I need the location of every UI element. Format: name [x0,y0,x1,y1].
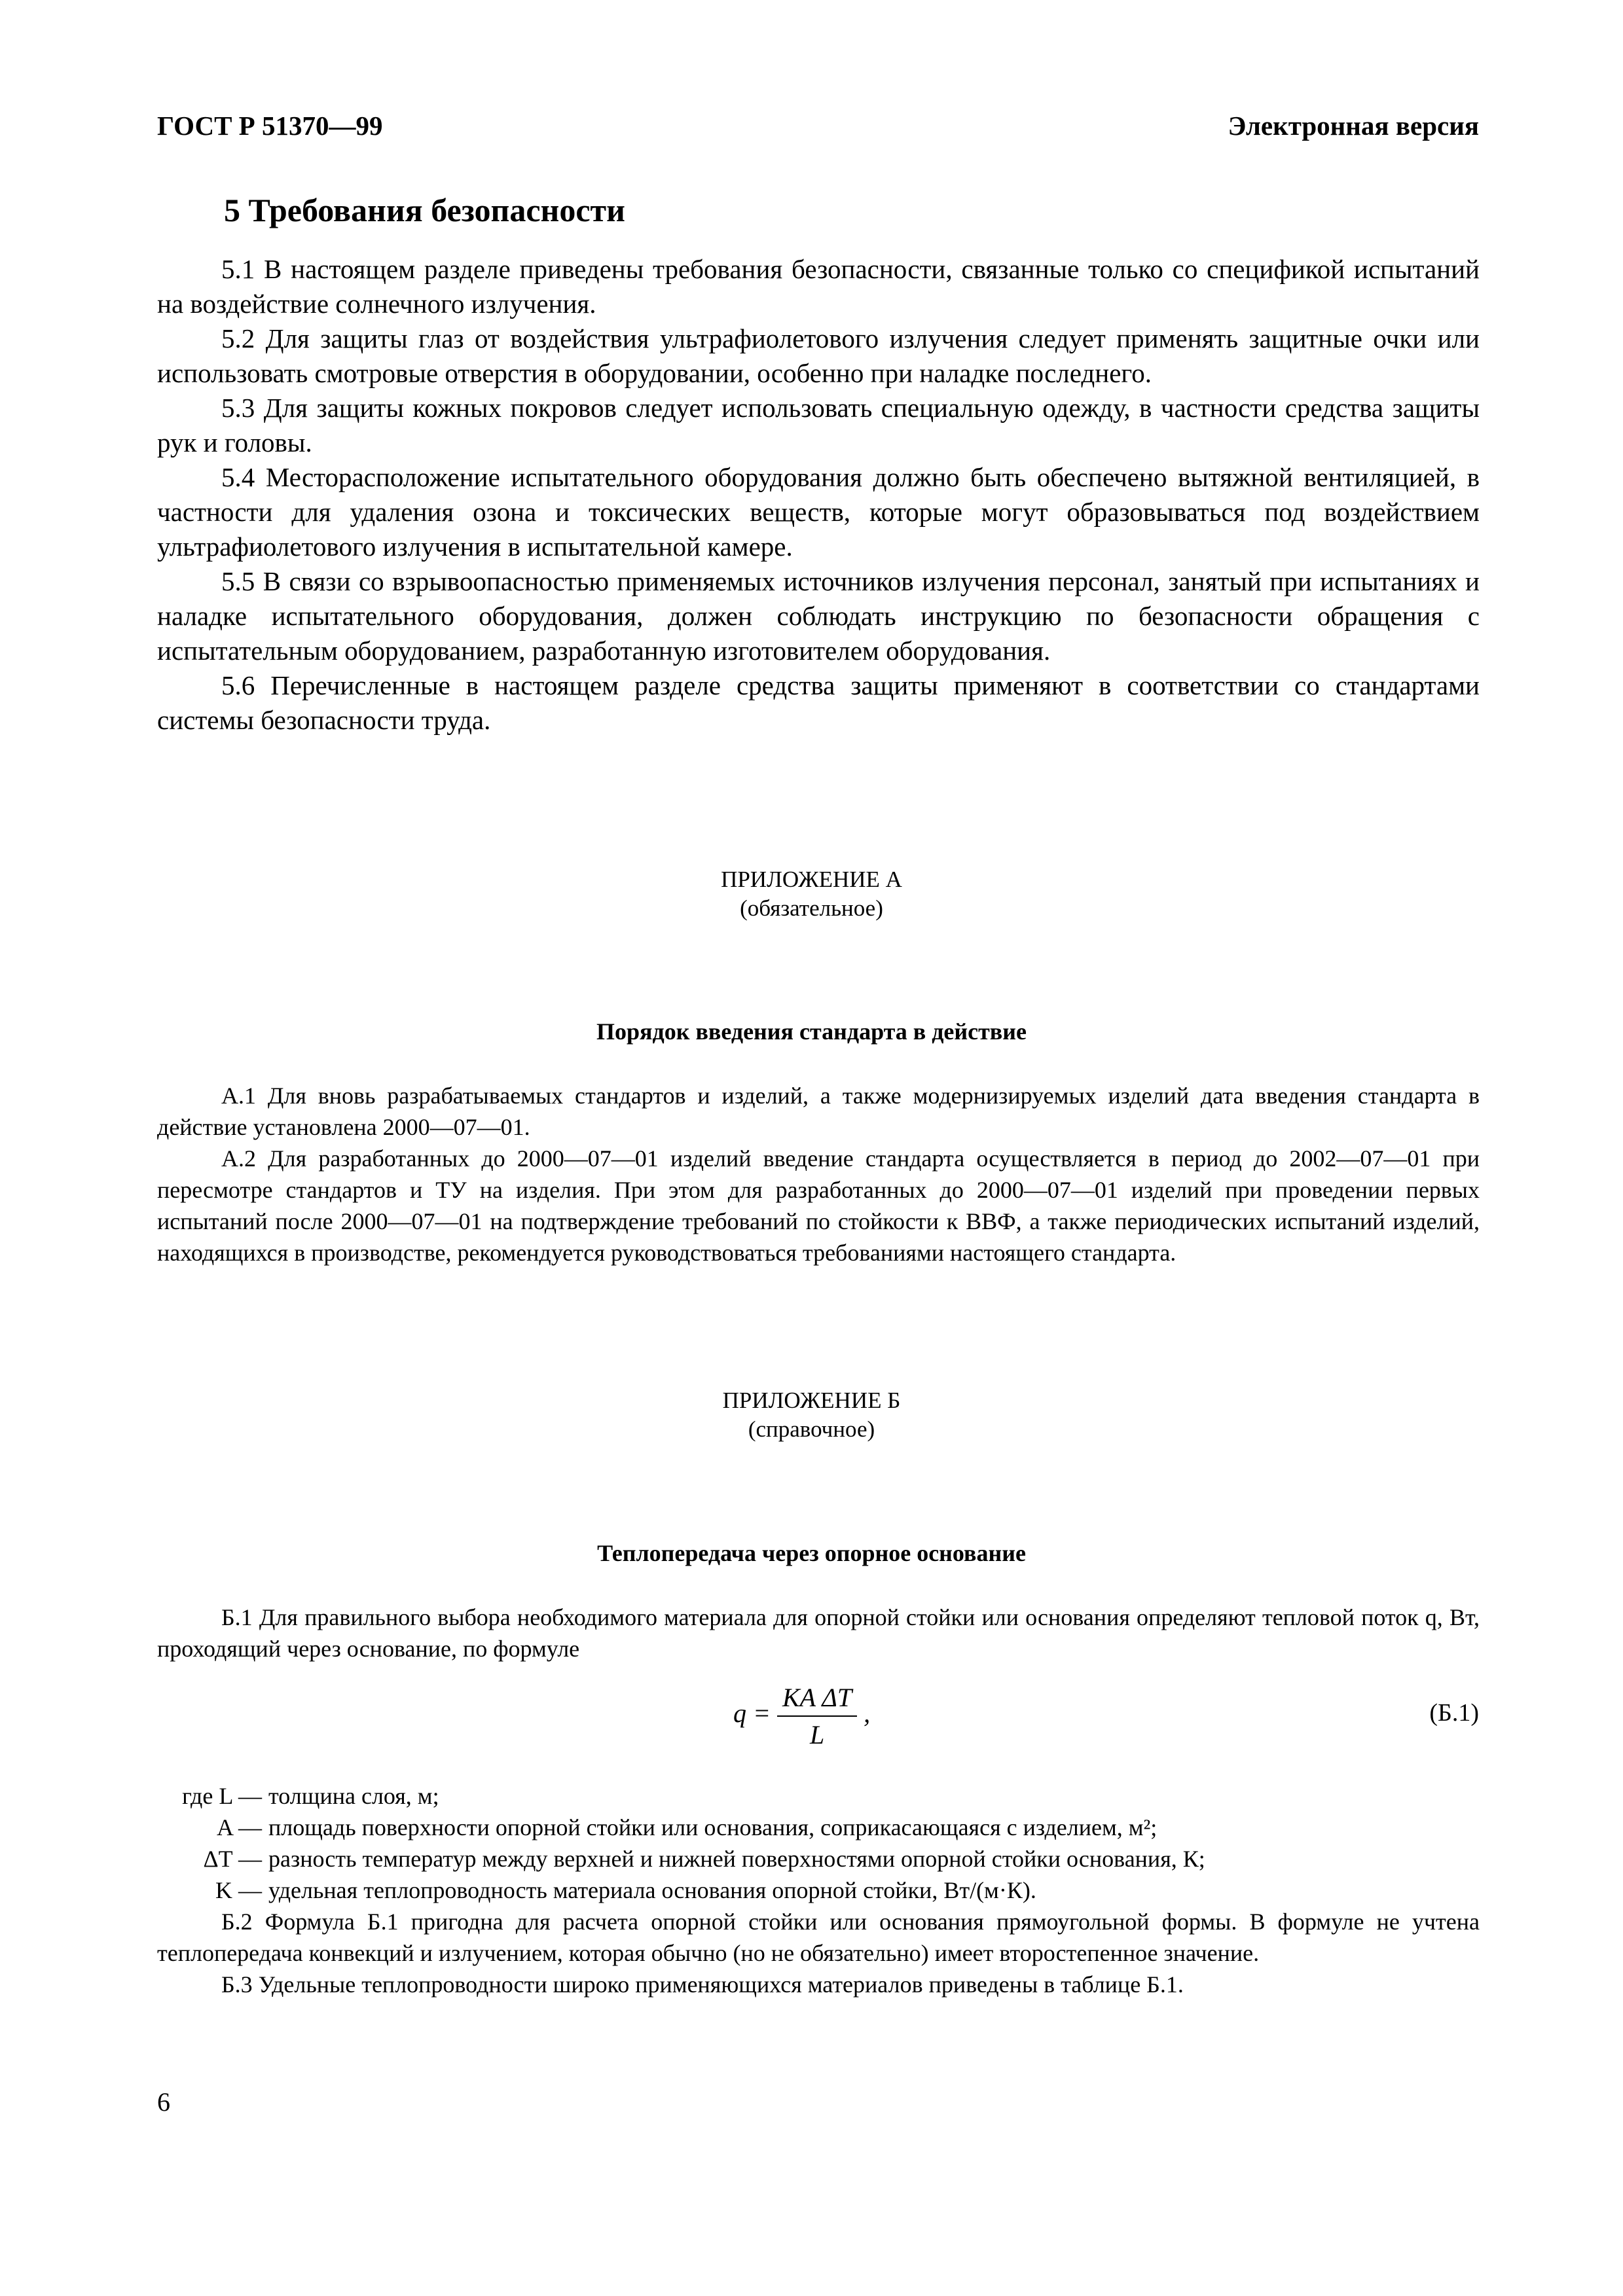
paragraph-5-6: 5.6 Перечисленные в настоящем разделе средства защиты применяют в соответствии со стандартами системы безопасности труда. [157,670,1480,735]
formula-numerator: KA ΔT [777,1682,857,1717]
paragraph-5-5: 5.5 В связи со взрывоопасностью применяемых источников излучения персонал, занятый при испытаниях и наладке испытательного оборудования, должен соблюдать инструкцию по безопасности обращения с испытательным оборудованием, разработанную изготовителем оборудования. [157,566,1480,666]
section-title: 5 Требования безопасности [224,192,625,228]
paragraph-5-1: 5.1 В настоящем разделе приведены требования безопасности, связанные только со спецификой испытаний на воздействие солнечного излучения. [157,254,1480,319]
legend-row [157,1843,1480,1874]
appendix-a-status: (обязательное) [740,895,883,921]
appendix-b-body [157,1906,1480,2000]
formula-b1 [733,1682,870,1750]
appendix-a-body [157,1080,1480,1268]
page-number: 6 [157,2087,170,2117]
appendix-b-intro [157,1602,1480,1664]
appendix-a-label: ПРИЛОЖЕНИЕ А [721,867,902,892]
legend-text: разность температур между верхней и нижней поверхностями опорной стойки основания, К; [268,1846,1205,1872]
version-label: Электронная версия [1228,111,1479,141]
section-body [157,252,1480,738]
paragraph-5-3: 5.3 Для защиты кожных покровов следует использовать специальную одежду, в частности средства защиты рук и головы. [157,393,1480,457]
legend-text: толщина слоя, м; [268,1783,439,1809]
appendix-a-heading [0,865,1623,923]
appendix-b-status: (справочное) [748,1416,875,1442]
legend-text: удельная теплопроводность материала основания опорной стойки, Вт/(м·К). [268,1877,1036,1903]
legend-symbol: где L — [182,1783,262,1809]
legend-symbol: K — [215,1877,262,1903]
formula-lhs: q = [733,1698,771,1729]
formula-tail: , [864,1698,871,1729]
legend-text: площадь поверхности опорной стойки или основания, соприкасающаяся с изделием, м²; [268,1814,1158,1840]
paragraph-a-1: А.1 Для вновь разрабатываемых стандартов и изделий, а также модернизируемых изделий дата введения стандарта в действие установлена 2000—07—01. [157,1083,1480,1140]
paragraph-5-2: 5.2 Для защиты глаз от воздействия ультрафиолетового излучения следует применять защитные очки или использовать смотровые отверстия в оборудовании, особенно при наладке последнего. [157,323,1480,388]
paragraph-b-2: Б.2 Формула Б.1 пригодна для расчета опорной стойки или основания прямоугольной формы. В формуле не учтена теплопередача конвекций и излучением, которая обычно (но не обязательно) имеет второстепенное значение. [157,1909,1480,1966]
appendix-b-label: ПРИЛОЖЕНИЕ Б [722,1388,901,1413]
appendix-a-title: Порядок введения стандарта в действие [596,1018,1027,1045]
formula-number: (Б.1) [1429,1699,1479,1727]
legend-symbol: ΔT — [203,1846,262,1872]
legend-row [157,1874,1480,1906]
formula-fraction [777,1682,857,1750]
formula-denominator: L [809,1720,825,1749]
appendix-b-heading [0,1386,1623,1444]
legend-row [157,1812,1480,1843]
paragraph-5-4: 5.4 Месторасположение испытательного оборудования должно быть обеспечено вытяжной вентиляцией, в частности для удаления озона и токсических веществ, которые могут образовываться под воздействием ультрафиолетового излучения в испытательной камере. [157,462,1480,562]
paragraph-b-1: Б.1 Для правильного выбора необходимого материала для опорной стойки или основания определяют тепловой поток q, Вт, проходящий через основание, по формуле [157,1604,1480,1662]
legend-row [157,1780,1480,1812]
symbol-legend [157,1780,1480,1906]
document-code: ГОСТ Р 51370—99 [157,111,383,141]
paragraph-b-3: Б.3 Удельные теплопроводности широко применяющихся материалов приведены в таблице Б.1. [221,1971,1184,1998]
legend-symbol: A — [216,1814,262,1840]
paragraph-a-2: А.2 Для разработанных до 2000—07—01 изделий введение стандарта осуществляется в период до 2002—07—01 при пересмотре стандартов и ТУ на изделия. При этом для разработанных до 2000—07—01 изделий при проведении первых испытаний после 2000—07—01 на подтверждение требований по стойкости к ВВФ, а также периодических испытаний изделий, находящихся в производстве, рекомендуется руководствоваться требованиями настоящего стандарта. [157,1145,1480,1266]
appendix-b-title: Теплопередача через опорное основание [597,1540,1026,1566]
